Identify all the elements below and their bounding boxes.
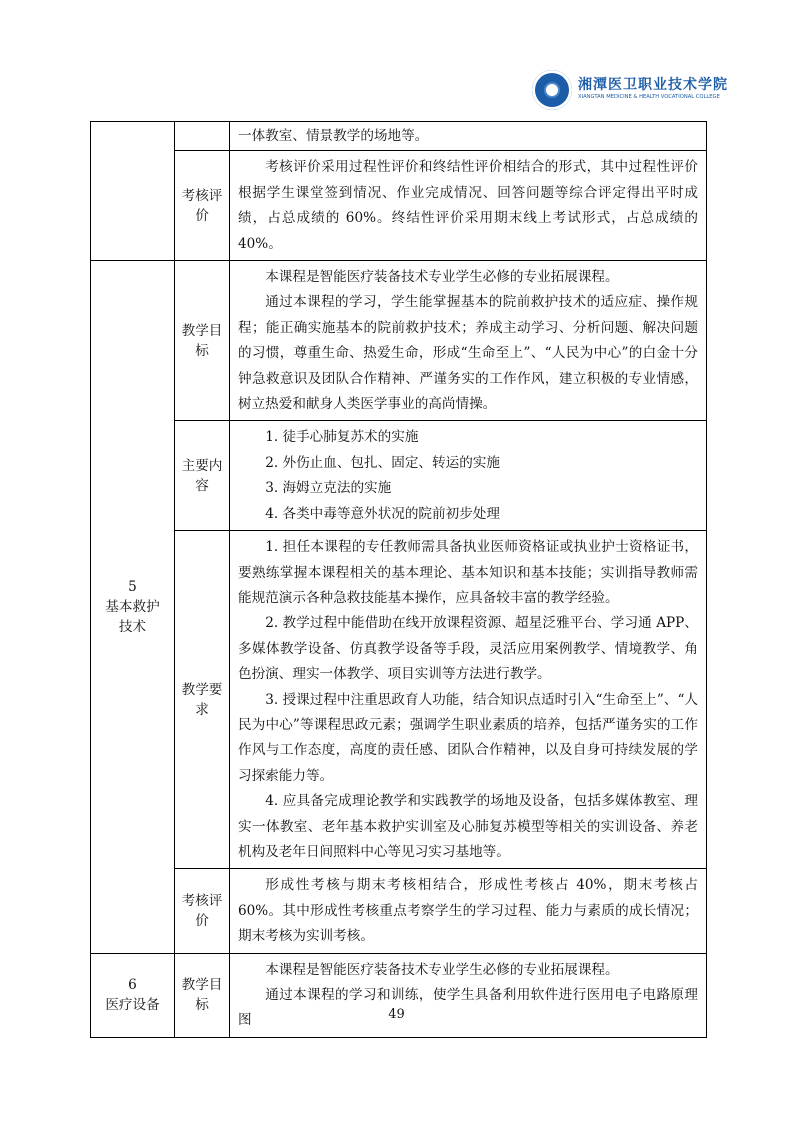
assessment-content: 形成性考核与期末考核相结合，形成性考核占 40%，期末考核占 60%。其中形成性考核重点考察学生的学习过程、能力与素质的成长情况；期末考核为实训考核。	[230, 869, 707, 953]
goals-content: 本课程是智能医疗装备技术专业学生必修的专业拓展课程。 通过本课程的学习，学生能掌握基本的院前救护技术的适应症、操作规程；能正确实施基本的院前救护技术；养成主动学习、分析问题、解决问题的习惯，尊重生命、热爱生命，形成“生命至上”、“人民为中心”的白金十分钟急救意识及团队合作精神、严谨务实的工作作风，建立积极的专业情感，树立热爱和献身人类医学事业的高尚情操。	[230, 261, 707, 421]
section-cell-continued	[91, 122, 175, 261]
assessment-label: 考核评价	[175, 869, 230, 953]
college-emblem-icon	[532, 70, 572, 110]
content-label: 主要内容	[175, 421, 230, 531]
college-header	[532, 70, 728, 114]
list-item: 1. 徒手心肺复苏术的实施	[265, 429, 419, 446]
list-item: 3. 海姆立克法的实施	[265, 480, 392, 497]
course-name: 基本救护技术	[105, 598, 160, 635]
table-row	[91, 869, 707, 953]
course-number: 6	[128, 977, 137, 994]
teaching-conditions-tail: 一体教室、情景教学的场地等。	[230, 122, 707, 151]
goals-label: 教学目标	[175, 261, 230, 421]
course-5-title-cell	[91, 261, 175, 954]
page-number: 49	[388, 1007, 405, 1022]
assessment-label: 考核评价	[175, 151, 230, 261]
requirements-content	[230, 531, 707, 869]
content-list	[230, 421, 707, 531]
table-row	[91, 122, 707, 151]
table-row	[91, 953, 707, 1037]
list-item: 4. 各类中毒等意外状况的院前初步处理	[265, 505, 500, 522]
course-number: 5	[128, 578, 137, 595]
list-item: 2. 外伤止血、包扎、固定、转运的实施	[265, 454, 500, 471]
table-row	[91, 151, 707, 261]
list-item: 1. 担任本课程的专任教师需具备执业医师资格证或执业护士资格证书，要熟练掌握本课程相关的基本理论、基本知识和基本技能；实训指导教师需能规范演示各种急救技能基本操作，应具备较丰富的教学经验。	[238, 539, 698, 606]
goals-label: 教学目标	[175, 953, 230, 1037]
course-name: 医疗设备	[105, 997, 160, 1014]
table-row	[91, 421, 707, 531]
college-name-cn: 湘潭医卫职业技术学院	[578, 77, 728, 93]
list-item: 2. 教学过程中能借助在线开放课程资源、超星泛雅平台、学习通 APP、多媒体教学设备、仿真教学设备等手段，灵活应用案例教学、情境教学、角色扮演、理实一体教学、项目实训等方法进行教学。	[238, 615, 698, 683]
curriculum-table	[90, 121, 707, 1038]
course-6-title-cell	[91, 953, 175, 1037]
assessment-content: 考核评价采用过程性评价和终结性评价相结合的形式，其中过程性评价根据学生课堂签到情况、作业完成情况、回答问题等综合评定得出平时成绩，占总成绩的 60%。终结性评价采用期末线上考试形式，占总成绩的 40%。	[230, 151, 707, 261]
label-cell-empty	[175, 122, 230, 151]
requirements-label: 教学要求	[175, 531, 230, 869]
goals-content: 本课程是智能医疗装备技术专业学生必修的专业拓展课程。 通过本课程的学习和训练，使学生具备利用软件进行医用电子电路原理图	[230, 953, 707, 1037]
college-name-en: XIANGTAN MEDICINE & HEALTH VOCATIONAL COLLEGE	[578, 94, 720, 100]
table-row	[91, 261, 707, 421]
list-item: 4. 应具备完成理论教学和实践教学的场地及设备，包括多媒体教室、理实一体教室、老年基本救护实训室及心肺复苏模型等相关的实训设备、养老机构及老年日间照料中心等见习实习基地等。	[238, 793, 698, 860]
list-item: 3. 授课过程中注重思政育人功能，结合知识点适时引入“生命至上”、“人民为中心”等课程思政元素；强调学生职业素质的培养，包括严谨务实的工作作风与工作态度，高度的责任感、团队合作精神，以及自身可持续发展的学习探索能力等。	[238, 691, 698, 784]
table-row	[91, 531, 707, 869]
